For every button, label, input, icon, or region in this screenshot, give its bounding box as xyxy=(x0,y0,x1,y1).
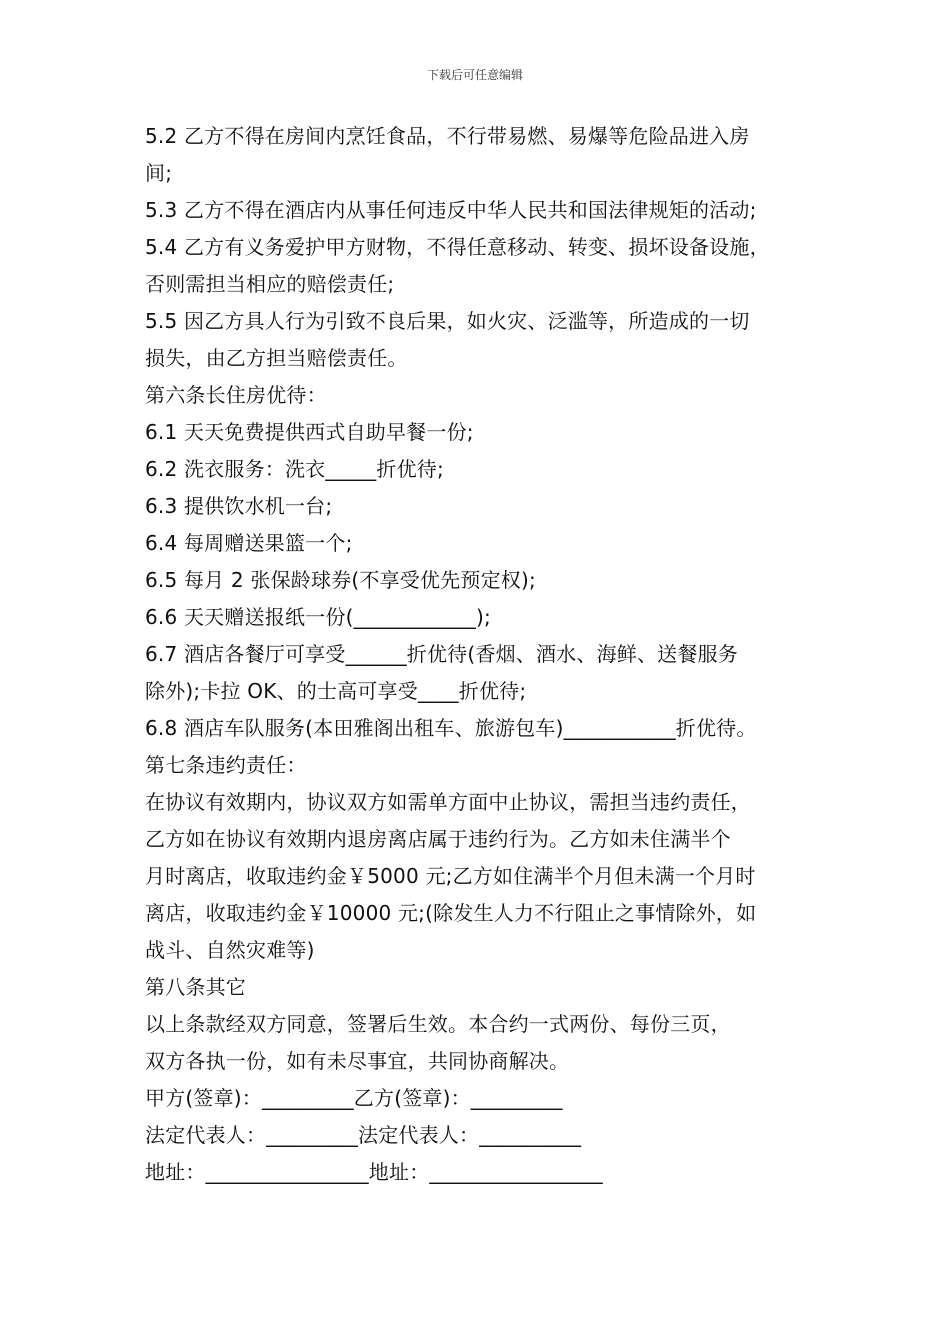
text-line: 在协议有效期内，协议双方如需单方面中止协议，需担当违约责任， xyxy=(145,790,751,814)
section-heading: 第七条违约责任： xyxy=(145,753,307,777)
text-line: 战斗、自然灾难等) xyxy=(145,938,315,962)
signature-line: 地址：________________地址：_________________ xyxy=(145,1160,603,1184)
text-line: 月时离店，收取违约金￥5000 元;乙方如住满半个月但未满一个月时 xyxy=(145,864,756,888)
text-line: 5.3 乙方不得在酒店内从事任何违反中华人民共和国法律规矩的活动; xyxy=(145,198,757,222)
signature-line: 法定代表人：_________法定代表人：__________ xyxy=(145,1123,582,1147)
text-line: 6.8 酒店车队服务(本田雅阁出租车、旅游包车)___________折优待。 xyxy=(145,716,757,740)
signature-line: 甲方(签章)：_________乙方(签章)：_________ xyxy=(145,1086,563,1110)
text-line: 6.6 天天赠送报纸一份(____________); xyxy=(145,605,491,629)
text-line: 以上条款经双方同意，签署后生效。本合约一式两份、每份三页， xyxy=(145,1012,731,1036)
text-line: 损失，由乙方担当赔偿责任。 xyxy=(145,346,408,370)
text-line: 5.5 因乙方具人行为引致不良后果，如火灾、泛滥等，所造成的一切 xyxy=(145,309,750,333)
text-line: 除外);卡拉 OK、的士高可享受____折优待; xyxy=(145,679,527,703)
text-line: 6.4 每周赠送果篮一个; xyxy=(145,531,353,555)
text-line: 5.2 乙方不得在房间内烹饪食品，不行带易燃、易爆等危险品进入房 xyxy=(145,124,750,148)
document-body xyxy=(145,118,835,1191)
section-heading: 第六条长住房优待： xyxy=(145,383,327,407)
text-line: 双方各执一份，如有未尽事宜，共同协商解决。 xyxy=(145,1049,570,1073)
text-line: 间; xyxy=(145,161,173,185)
text-line: 否则需担当相应的赔偿责任; xyxy=(145,272,395,296)
text-line: 6.5 每月 2 张保龄球券(不享受优先预定权); xyxy=(145,568,536,592)
text-line: 6.7 酒店各餐厅可享受______折优待(香烟、酒水、海鲜、送餐服务 xyxy=(145,642,738,666)
header-note: 下载后可任意编辑 xyxy=(426,68,523,82)
text-line: 6.2 洗衣服务：洗衣_____折优待; xyxy=(145,457,444,481)
text-line: 6.3 提供饮水机一台; xyxy=(145,494,333,518)
section-heading: 第八条其它 xyxy=(145,975,246,999)
text-line: 6.1 天天免费提供西式自助早餐一份; xyxy=(145,420,474,444)
text-line: 离店，收取违约金￥10000 元;(除发生人力不行阻止之事情除外，如 xyxy=(145,901,757,925)
text-line: 乙方如在协议有效期内退房离店属于违约行为。乙方如未住满半个 xyxy=(145,827,731,851)
text-line: 5.4 乙方有义务爱护甲方财物，不得任意移动、转变、损坏设备设施， xyxy=(145,235,770,259)
